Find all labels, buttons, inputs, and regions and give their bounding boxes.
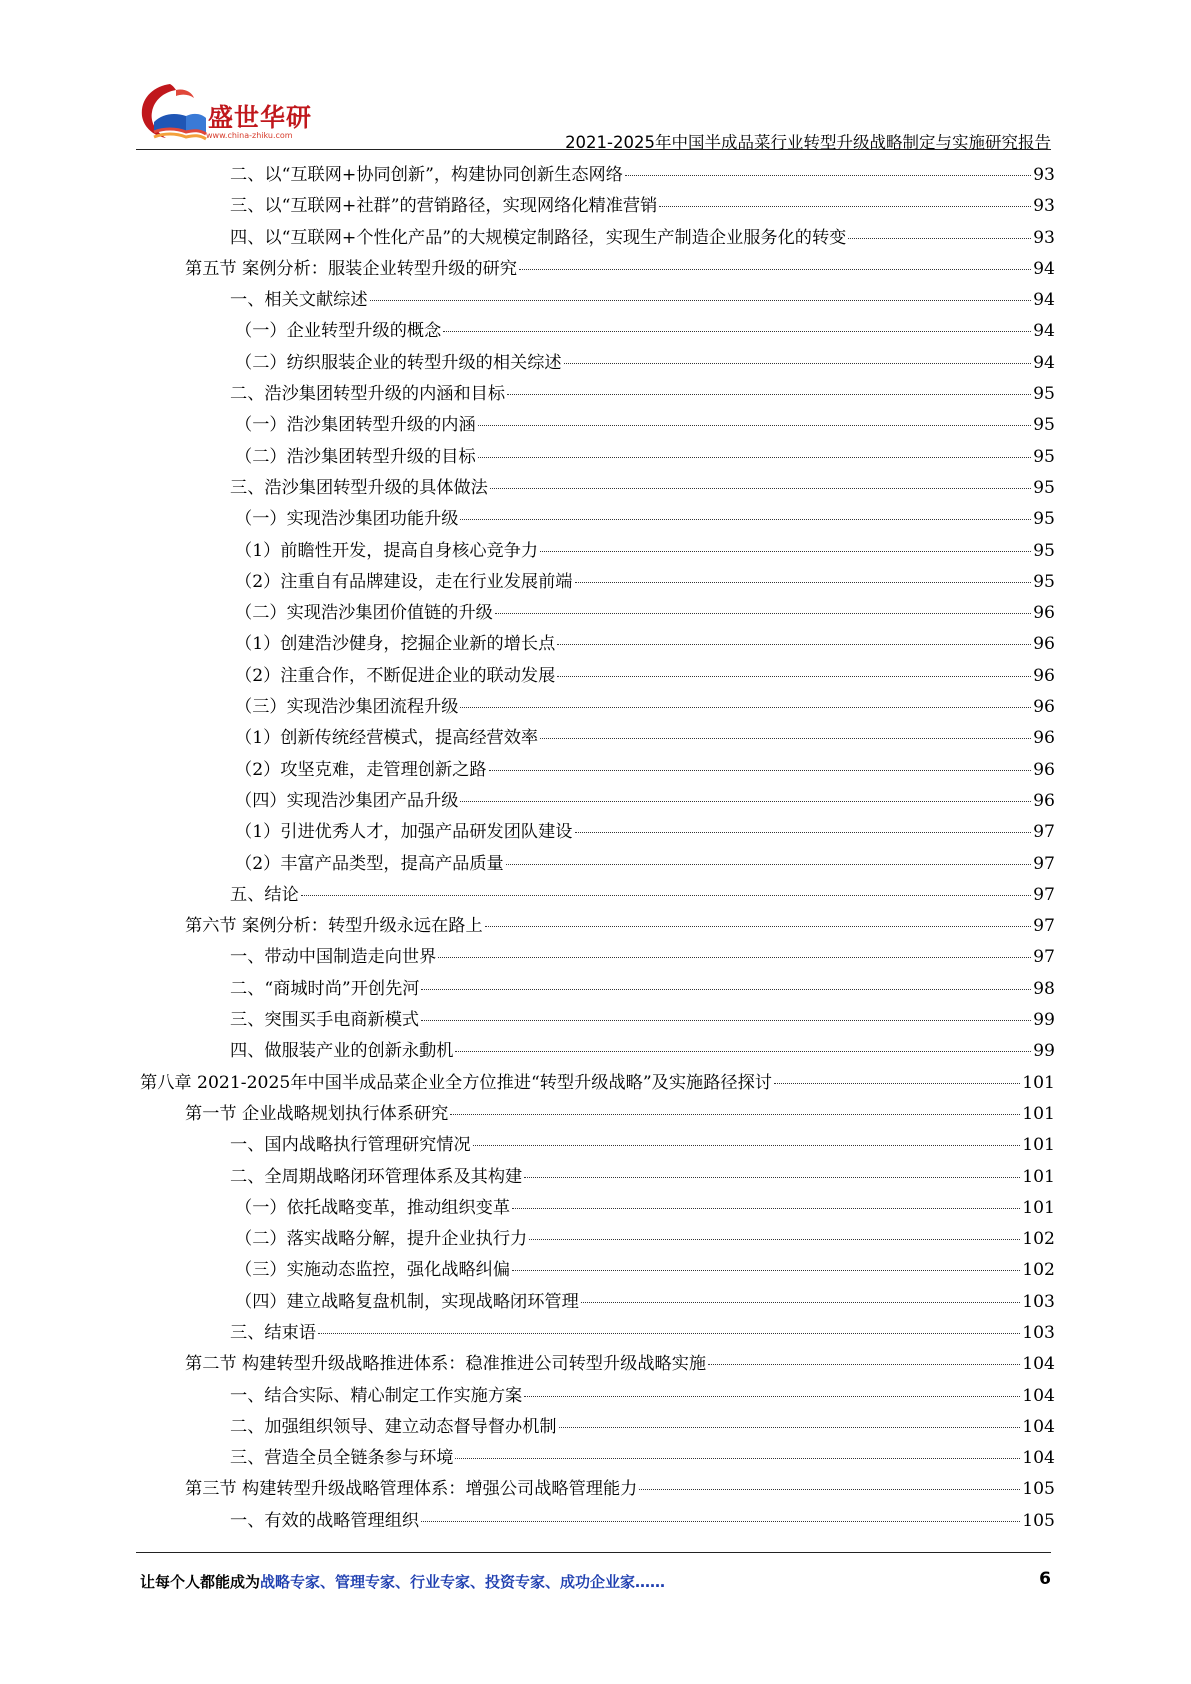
toc-entry-page: 97 <box>1033 947 1055 968</box>
toc-dot-leader <box>507 394 1031 395</box>
toc-entry-page: 104 <box>1022 1416 1055 1437</box>
toc-dot-leader <box>455 1458 1020 1459</box>
toc-dot-leader <box>421 1521 1020 1522</box>
toc-entry-page: 101 <box>1022 1166 1055 1187</box>
toc-entry-page: 96 <box>1033 603 1055 624</box>
toc-entry-title: 三、营造全员全链条参与环境 <box>230 1448 454 1469</box>
toc-entry[interactable] <box>140 473 1055 504</box>
toc-entry[interactable] <box>140 849 1055 880</box>
toc-dot-leader <box>519 269 1031 270</box>
toc-dot-leader <box>450 1114 1020 1115</box>
toc-entry-title: 一、国内战略执行管理研究情况 <box>230 1135 471 1156</box>
toc-entry[interactable] <box>140 1287 1055 1318</box>
toc-dot-leader <box>848 238 1031 239</box>
toc-dot-leader <box>460 707 1031 708</box>
toc-dot-leader <box>489 770 1032 771</box>
toc-entry-title: （二）纺织服装企业的转型升级的相关综述 <box>235 352 562 373</box>
report-title: 2021-2025年中国半成品菜行业转型升级战略制定与实施研究报告 <box>565 133 1051 152</box>
toc-dot-leader <box>559 1427 1021 1428</box>
toc-entry-page: 96 <box>1033 790 1055 811</box>
toc-entry-title: （一）浩沙集团转型升级的内涵 <box>235 415 476 436</box>
toc-entry-title: 三、结束语 <box>230 1322 316 1343</box>
toc-entry-page: 101 <box>1022 1072 1055 1093</box>
toc-entry-title: 第六节 案例分析：转型升级永远在路上 <box>185 916 483 937</box>
toc-entry-title: （一）实现浩沙集团功能升级 <box>235 509 459 530</box>
toc-entry-page: 96 <box>1033 759 1055 780</box>
toc-entry-page: 98 <box>1033 978 1055 999</box>
toc-entry[interactable] <box>140 191 1055 222</box>
toc-entry-title: （二）浩沙集团转型升级的目标 <box>235 446 476 467</box>
toc-entry[interactable] <box>140 254 1055 285</box>
toc-dot-leader <box>540 551 1031 552</box>
toc-entry-title: （一）企业转型升级的概念 <box>235 321 442 342</box>
toc-entry-page: 97 <box>1033 916 1055 937</box>
toc-entry[interactable] <box>140 1318 1055 1349</box>
toc-dot-leader <box>495 613 1031 614</box>
toc-entry[interactable] <box>140 1162 1055 1193</box>
toc-entry[interactable] <box>140 1068 1055 1099</box>
toc-dot-leader <box>575 832 1032 833</box>
toc-dot-leader <box>473 1145 1021 1146</box>
toc-entry-title: （1）创建浩沙健身，挖掘企业新的增长点 <box>235 634 556 655</box>
toc-entry[interactable] <box>140 786 1055 817</box>
toc-entry-title: 第八章 2021-2025年中国半成品菜企业全方位推进“转型升级战略”及实施路径探讨 <box>140 1072 772 1093</box>
logo-url: www.china-zhiku.com <box>206 131 293 140</box>
toc-entry-page: 105 <box>1022 1510 1055 1531</box>
toc-entry-page: 94 <box>1033 352 1055 373</box>
toc-entry[interactable] <box>140 285 1055 316</box>
toc-dot-leader <box>564 363 1032 364</box>
toc-dot-leader <box>506 864 1031 865</box>
toc-entry-page: 104 <box>1022 1385 1055 1406</box>
toc-dot-leader <box>370 300 1032 301</box>
toc-entry[interactable] <box>140 598 1055 629</box>
toc-entry[interactable] <box>140 1506 1055 1537</box>
toc-entry-title: 二、浩沙集团转型升级的内涵和目标 <box>230 384 506 405</box>
toc-entry-title: 第一节 企业战略规划执行体系研究 <box>185 1103 449 1124</box>
slogan-highlight: 战略专家、管理专家、行业专家、投资专家、成功企业家…… <box>260 1573 666 1591</box>
toc-entry-page: 96 <box>1033 728 1055 749</box>
toc-entry-title: （四）建立战略复盘机制，实现战略闭环管理 <box>235 1291 579 1312</box>
toc-entry-title: 二、以“互联网+协同创新”，构建协同创新生态网络 <box>230 165 623 185</box>
toc-entry-page: 94 <box>1033 258 1055 279</box>
toc-entry-title: （四）实现浩沙集团产品升级 <box>235 790 459 811</box>
toc-entry-title: 四、以“互联网+个性化产品”的大规模定制路径，实现生产制造企业服务化的转变 <box>230 227 847 248</box>
toc-dot-leader <box>421 989 1031 990</box>
toc-entry-title: 二、全周期战略闭环管理体系及其构建 <box>230 1166 523 1187</box>
toc-entry[interactable] <box>140 348 1055 379</box>
header-divider <box>136 149 1051 150</box>
toc-entry-title: 二、加强组织领导、建立动态督导督办机制 <box>230 1416 557 1437</box>
toc-dot-leader <box>774 1083 1020 1084</box>
toc-dot-leader <box>460 801 1031 802</box>
toc-entry-page: 104 <box>1022 1354 1055 1375</box>
toc-dot-leader <box>557 644 1031 645</box>
toc-entry-title: 三、浩沙集团转型升级的具体做法 <box>230 477 488 498</box>
toc-entry[interactable] <box>140 1005 1055 1036</box>
toc-entry[interactable] <box>140 442 1055 473</box>
toc-entry-page: 103 <box>1022 1291 1055 1312</box>
toc-entry[interactable] <box>140 911 1055 942</box>
toc-dot-leader <box>460 519 1031 520</box>
toc-entry-title: （2）注重自有品牌建设，走在行业发展前端 <box>235 571 573 592</box>
toc-entry-page: 102 <box>1022 1229 1055 1250</box>
toc-entry-page: 97 <box>1033 884 1055 905</box>
slogan-prefix: 让每个人都能成为 <box>140 1573 261 1591</box>
toc-entry[interactable] <box>140 1224 1055 1255</box>
toc-dot-leader <box>639 1489 1020 1490</box>
toc-entry[interactable] <box>140 1443 1055 1474</box>
toc-entry[interactable] <box>140 1099 1055 1130</box>
toc-entry[interactable] <box>140 880 1055 911</box>
toc-entry-title: 第二节 构建转型升级战略推进体系：稳准推进公司转型升级战略实施 <box>185 1354 707 1375</box>
toc-entry-page: 103 <box>1022 1322 1055 1343</box>
toc-entry-page: 94 <box>1033 290 1055 311</box>
toc-entry-title: （2）攻坚克难，走管理创新之路 <box>235 759 487 780</box>
toc-entry[interactable] <box>140 1130 1055 1161</box>
logo-name: 盛世华研 <box>208 103 313 132</box>
toc-dot-leader <box>455 1051 1031 1052</box>
toc-dot-leader <box>485 926 1031 927</box>
toc-entry-page: 95 <box>1033 540 1055 561</box>
toc-dot-leader <box>625 175 1031 176</box>
toc-entry-title: （三）实现浩沙集团流程升级 <box>235 697 459 718</box>
toc-entry-page: 96 <box>1033 634 1055 655</box>
toc-entry-page: 95 <box>1033 509 1055 530</box>
toc-entry[interactable] <box>140 504 1055 535</box>
toc-dot-leader <box>524 1177 1020 1178</box>
toc-entry-page: 104 <box>1022 1448 1055 1469</box>
toc-dot-leader <box>490 488 1031 489</box>
company-logo <box>136 80 326 146</box>
toc-entry-page: 101 <box>1022 1103 1055 1124</box>
footer-slogan <box>140 1571 665 1592</box>
toc-entry-title: （1）创新传统经营模式，提高经营效率 <box>235 728 539 749</box>
toc-entry-title: 三、突围买手电商新模式 <box>230 1010 420 1031</box>
toc-entry-title: 一、有效的战略管理组织 <box>230 1510 420 1531</box>
toc-entry-page: 95 <box>1033 446 1055 467</box>
toc-dot-leader <box>478 457 1031 458</box>
toc-entry-page: 95 <box>1033 477 1055 498</box>
toc-entry[interactable] <box>140 1381 1055 1412</box>
toc-dot-leader <box>529 1239 1020 1240</box>
toc-dot-leader <box>659 206 1031 207</box>
toc-entry[interactable] <box>140 942 1055 973</box>
toc-entry-page: 97 <box>1033 853 1055 874</box>
table-of-contents <box>140 160 1055 1537</box>
toc-entry-page: 94 <box>1033 321 1055 342</box>
toc-entry-page: 95 <box>1033 384 1055 405</box>
toc-entry[interactable] <box>140 817 1055 848</box>
toc-entry-title: （二）落实战略分解，提升企业执行力 <box>235 1229 528 1250</box>
toc-entry[interactable] <box>140 567 1055 598</box>
toc-dot-leader <box>540 738 1031 739</box>
toc-entry-page: 93 <box>1033 227 1055 248</box>
toc-entry[interactable] <box>140 536 1055 567</box>
toc-entry-title: 第三节 构建转型升级战略管理体系：增强公司战略管理能力 <box>185 1479 638 1500</box>
toc-entry[interactable] <box>140 1193 1055 1224</box>
toc-entry-page: 97 <box>1033 822 1055 843</box>
toc-entry-title: 一、结合实际、精心制定工作实施方案 <box>230 1385 523 1406</box>
toc-entry[interactable] <box>140 160 1055 191</box>
toc-entry-title: 一、带动中国制造走向世界 <box>230 947 437 968</box>
toc-entry-page: 101 <box>1022 1197 1055 1218</box>
toc-entry[interactable] <box>140 692 1055 723</box>
toc-entry[interactable] <box>140 316 1055 347</box>
toc-entry-page: 96 <box>1033 697 1055 718</box>
toc-entry-page: 93 <box>1033 196 1055 217</box>
toc-entry-title: （一）依托战略变革，推动组织变革 <box>235 1197 511 1218</box>
toc-entry-title: 二、“商城时尚”开创先河 <box>230 978 420 999</box>
toc-dot-leader <box>512 1270 1020 1271</box>
toc-dot-leader <box>708 1364 1020 1365</box>
toc-entry[interactable] <box>140 379 1055 410</box>
toc-entry-page: 102 <box>1022 1260 1055 1281</box>
toc-dot-leader <box>575 582 1032 583</box>
toc-entry[interactable] <box>140 1349 1055 1380</box>
toc-dot-leader <box>581 1302 1020 1303</box>
toc-dot-leader <box>478 425 1031 426</box>
toc-entry[interactable] <box>140 410 1055 441</box>
toc-entry[interactable] <box>140 755 1055 786</box>
toc-dot-leader <box>512 1208 1020 1209</box>
footer-divider <box>136 1552 1051 1553</box>
toc-entry-title: （三）实施动态监控，强化战略纠偏 <box>235 1260 511 1281</box>
toc-entry-page: 95 <box>1033 415 1055 436</box>
toc-entry-title: （1）前瞻性开发，提高自身核心竞争力 <box>235 540 539 561</box>
toc-entry-page: 99 <box>1033 1041 1055 1062</box>
toc-entry-title: （二）实现浩沙集团价值链的升级 <box>235 603 493 624</box>
toc-entry-title: 三、以“互联网+社群”的营销路径，实现网络化精准营销 <box>230 196 658 217</box>
toc-entry-title: （2）注重合作，不断促进企业的联动发展 <box>235 665 556 686</box>
toc-entry-title: 五、结论 <box>230 884 299 905</box>
page-number: 6 <box>1039 1569 1051 1589</box>
toc-entry-title: 一、相关文献综述 <box>230 290 368 311</box>
toc-entry[interactable] <box>140 1412 1055 1443</box>
toc-dot-leader <box>421 1020 1031 1021</box>
toc-entry-page: 95 <box>1033 571 1055 592</box>
toc-dot-leader <box>443 331 1031 332</box>
toc-entry-title: 第五节 案例分析：服装企业转型升级的研究 <box>185 258 518 279</box>
toc-entry-page: 96 <box>1033 665 1055 686</box>
toc-entry[interactable] <box>140 1255 1055 1286</box>
toc-entry[interactable] <box>140 1474 1055 1505</box>
toc-entry[interactable] <box>140 629 1055 660</box>
toc-dot-leader <box>557 676 1031 677</box>
toc-entry[interactable] <box>140 723 1055 754</box>
toc-entry-page: 101 <box>1022 1135 1055 1156</box>
toc-dot-leader <box>318 1333 1020 1334</box>
toc-dot-leader <box>524 1396 1020 1397</box>
toc-entry-title: 四、做服装产业的创新永動机 <box>230 1041 454 1062</box>
toc-entry-page: 99 <box>1033 1010 1055 1031</box>
toc-entry-title: （1）引进优秀人才，加强产品研发团队建设 <box>235 822 573 843</box>
toc-entry[interactable] <box>140 661 1055 692</box>
toc-entry[interactable] <box>140 974 1055 1005</box>
toc-dot-leader <box>438 957 1031 958</box>
toc-entry[interactable] <box>140 223 1055 254</box>
toc-entry-page: 105 <box>1022 1479 1055 1500</box>
toc-entry[interactable] <box>140 1036 1055 1067</box>
toc-dot-leader <box>301 895 1031 896</box>
logo-swoosh-icon <box>136 80 212 146</box>
page-header <box>136 80 1051 150</box>
toc-entry-title: （2）丰富产品类型，提高产品质量 <box>235 853 504 874</box>
toc-entry-page: 93 <box>1033 165 1055 185</box>
